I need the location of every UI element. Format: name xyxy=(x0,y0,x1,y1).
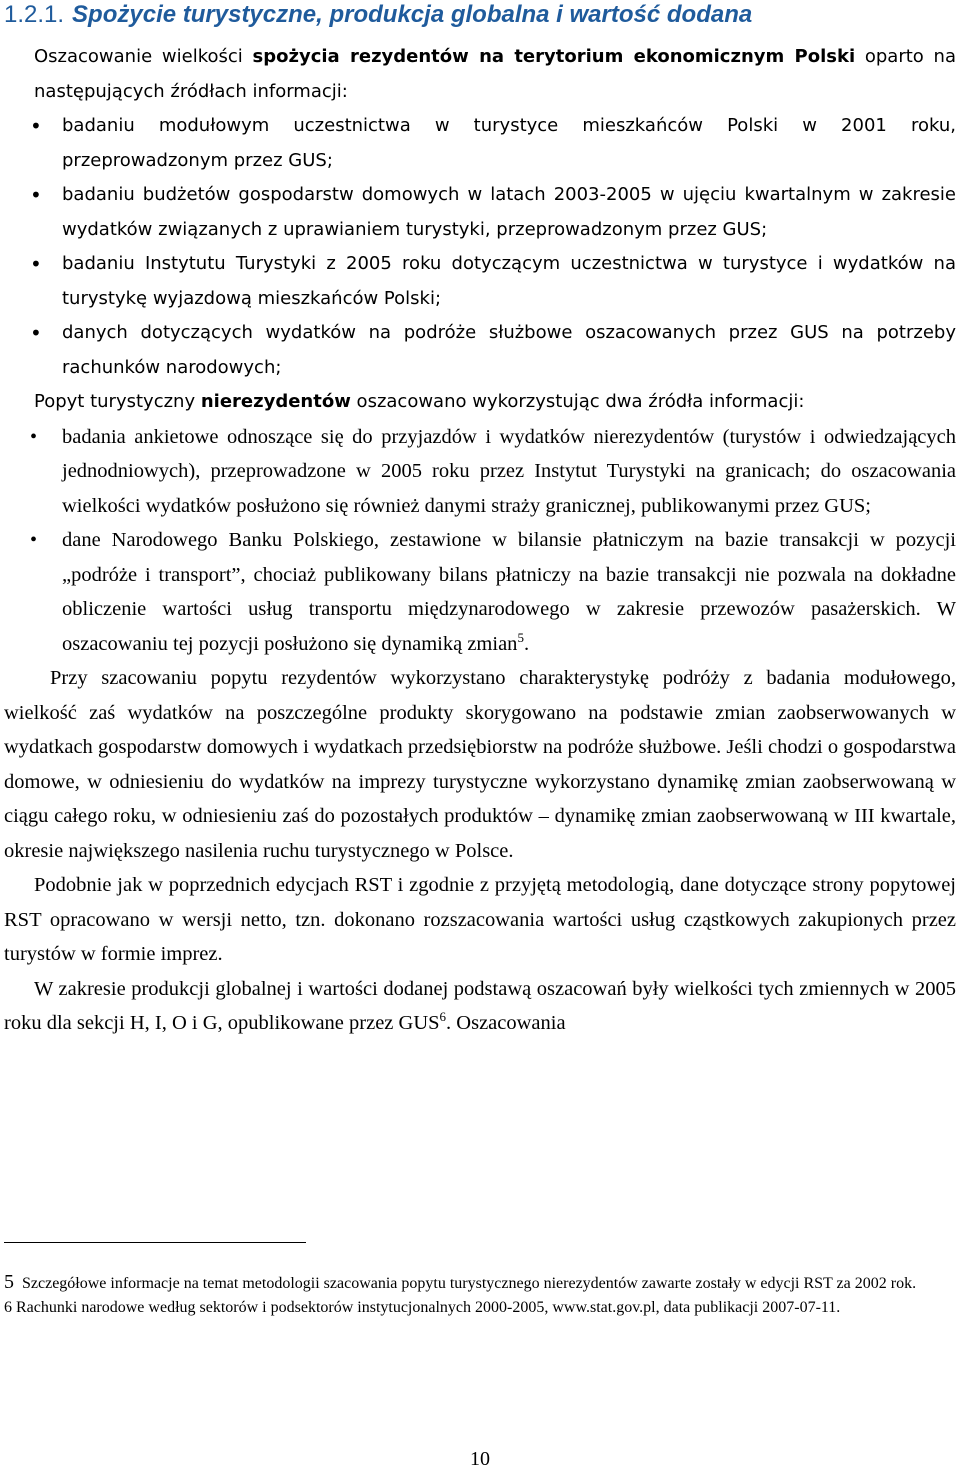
intro-residents: Oszacowanie wielkości spożycia rezydentów na terytorium ekonomicznym Polski oparto na następujących źródłach informacji: xyxy=(34,46,956,102)
intro-nonresidents-bold: nierezydentów xyxy=(200,391,351,412)
footnote-ref-5[interactable]: 5 xyxy=(517,629,524,645)
list-item: • badaniu Instytutu Turystyki z 2005 roku dotyczącym uczestnictwa w turystyce i wydatków na turystykę wyjazdową mieszkańców Polski; xyxy=(4,247,956,316)
footnotes xyxy=(4,1270,956,1320)
paragraph: Podobnie jak w poprzednich edycjach RST i zgodnie z przyjętą metodologią, dane dotyczące strony popytowej RST opracowano w wersji netto, tzn. dokonano rozszacowania wartości usług cząstkowych zakupionych przez turystów w formie imprez. xyxy=(4,874,956,965)
section-heading xyxy=(4,0,752,30)
page-number: 10 xyxy=(470,1448,490,1470)
footnote-number: 5 xyxy=(4,1271,14,1293)
footnote-text: Rachunki narodowe według sektorów i podsektorów instytucjonalnych 2000-2005, www.stat.gov.pl, data publikacji 2007-07-11. xyxy=(16,1299,841,1316)
intro-nonresidents: Popyt turystyczny nierezydentów oszacowano wykorzystując dwa źródła informacji: xyxy=(34,391,805,412)
list-item: • badaniu modułowym uczestnictwa w turystyce mieszkańców Polski w 2001 roku, przeprowadzonym przez GUS; xyxy=(4,109,956,178)
paragraph: W zakresie produkcji globalnej i wartości dodanej podstawą oszacowań były wielkości tych zmiennych w 2005 roku dla sekcji H, I, O i G, opublikowane przez GUS$^6$. Oszacowania xyxy=(4,977,956,1034)
footnote-separator xyxy=(4,1242,306,1243)
footnote xyxy=(4,1296,956,1320)
list-item: • dane Narodowego Banku Polskiego, zestawione w bilansie płatniczym na bazie transakcji w pozycji „podróże i transport”, chociaż publikowany bilans płatniczy na bazie transakcji nie pozwala na dokładne obliczenie wartości usług transportu międzynarodowego w zakresie przewozów pasażerskich. W oszacowaniu tej pozycji posłużono się dynamiką zmian$^5$. xyxy=(4,523,956,661)
sources-list-nonresidents xyxy=(4,420,956,662)
paragraph: Przy szacowaniu popytu rezydentów wykorzystano charakterystykę podróży z badania modułowego, wielkość zaś wydatków na poszczególne produkty skorygowano na podstawie zmian zaobserwowanych w wydatkach gospodarstw domowych i wydatkach przedsiębiorstw na podróże służbowe. Jeśli chodzi o gospodarstwa domowe, w odniesieniu do wydatków na imprezy turystyczne wykorzystano dynamikę zmian zaobserwowaną w ciągu całego roku, w odniesieniu zaś do pozostałych produktów – dynamikę zmian zaobserwowaną w III kwartale, okresie największego nasilenia ruchu turystycznego w Polsce. xyxy=(4,667,956,862)
section-number: 1.2.1. xyxy=(4,1,65,28)
footnote-number: 6 xyxy=(4,1299,12,1316)
body-text xyxy=(4,40,956,1041)
list-item: • danych dotyczących wydatków na podróże służbowe oszacowanych przez GUS na potrzeby rachunków narodowych; xyxy=(4,316,956,385)
footnote-ref-6[interactable]: 6 xyxy=(439,1009,447,1025)
footnote xyxy=(4,1270,956,1296)
list-item: • badania ankietowe odnoszące się do przyjazdów i wydatków nierezydentów (turystów i odwiedzających jednodniowych), przeprowadzone w 2005 roku przez Instytut Turystyki na granicach; do oszacowania wielkości wydatków posłużono się również danymi straży granicznej, publikowanymi przez GUS; xyxy=(4,420,956,524)
sources-list-residents xyxy=(4,109,956,385)
list-item: • badaniu budżetów gospodarstw domowych w latach 2003-2005 w ujęciu kwartalnym w zakresie wydatków związanych z uprawianiem turystyki, przeprowadzonym przez GUS; xyxy=(4,178,956,247)
footnote-text: Szczegółowe informacje na temat metodologii szacowania popytu turystycznego nierezydentów zawarte zostały w edycji RST za 2002 rok. xyxy=(22,1275,917,1292)
intro-residents-bold: spożycia rezydentów na terytorium ekonomicznym Polski xyxy=(252,46,856,67)
section-title: Spożycie turystyczne, produkcja globalna i wartość dodana xyxy=(72,1,753,28)
